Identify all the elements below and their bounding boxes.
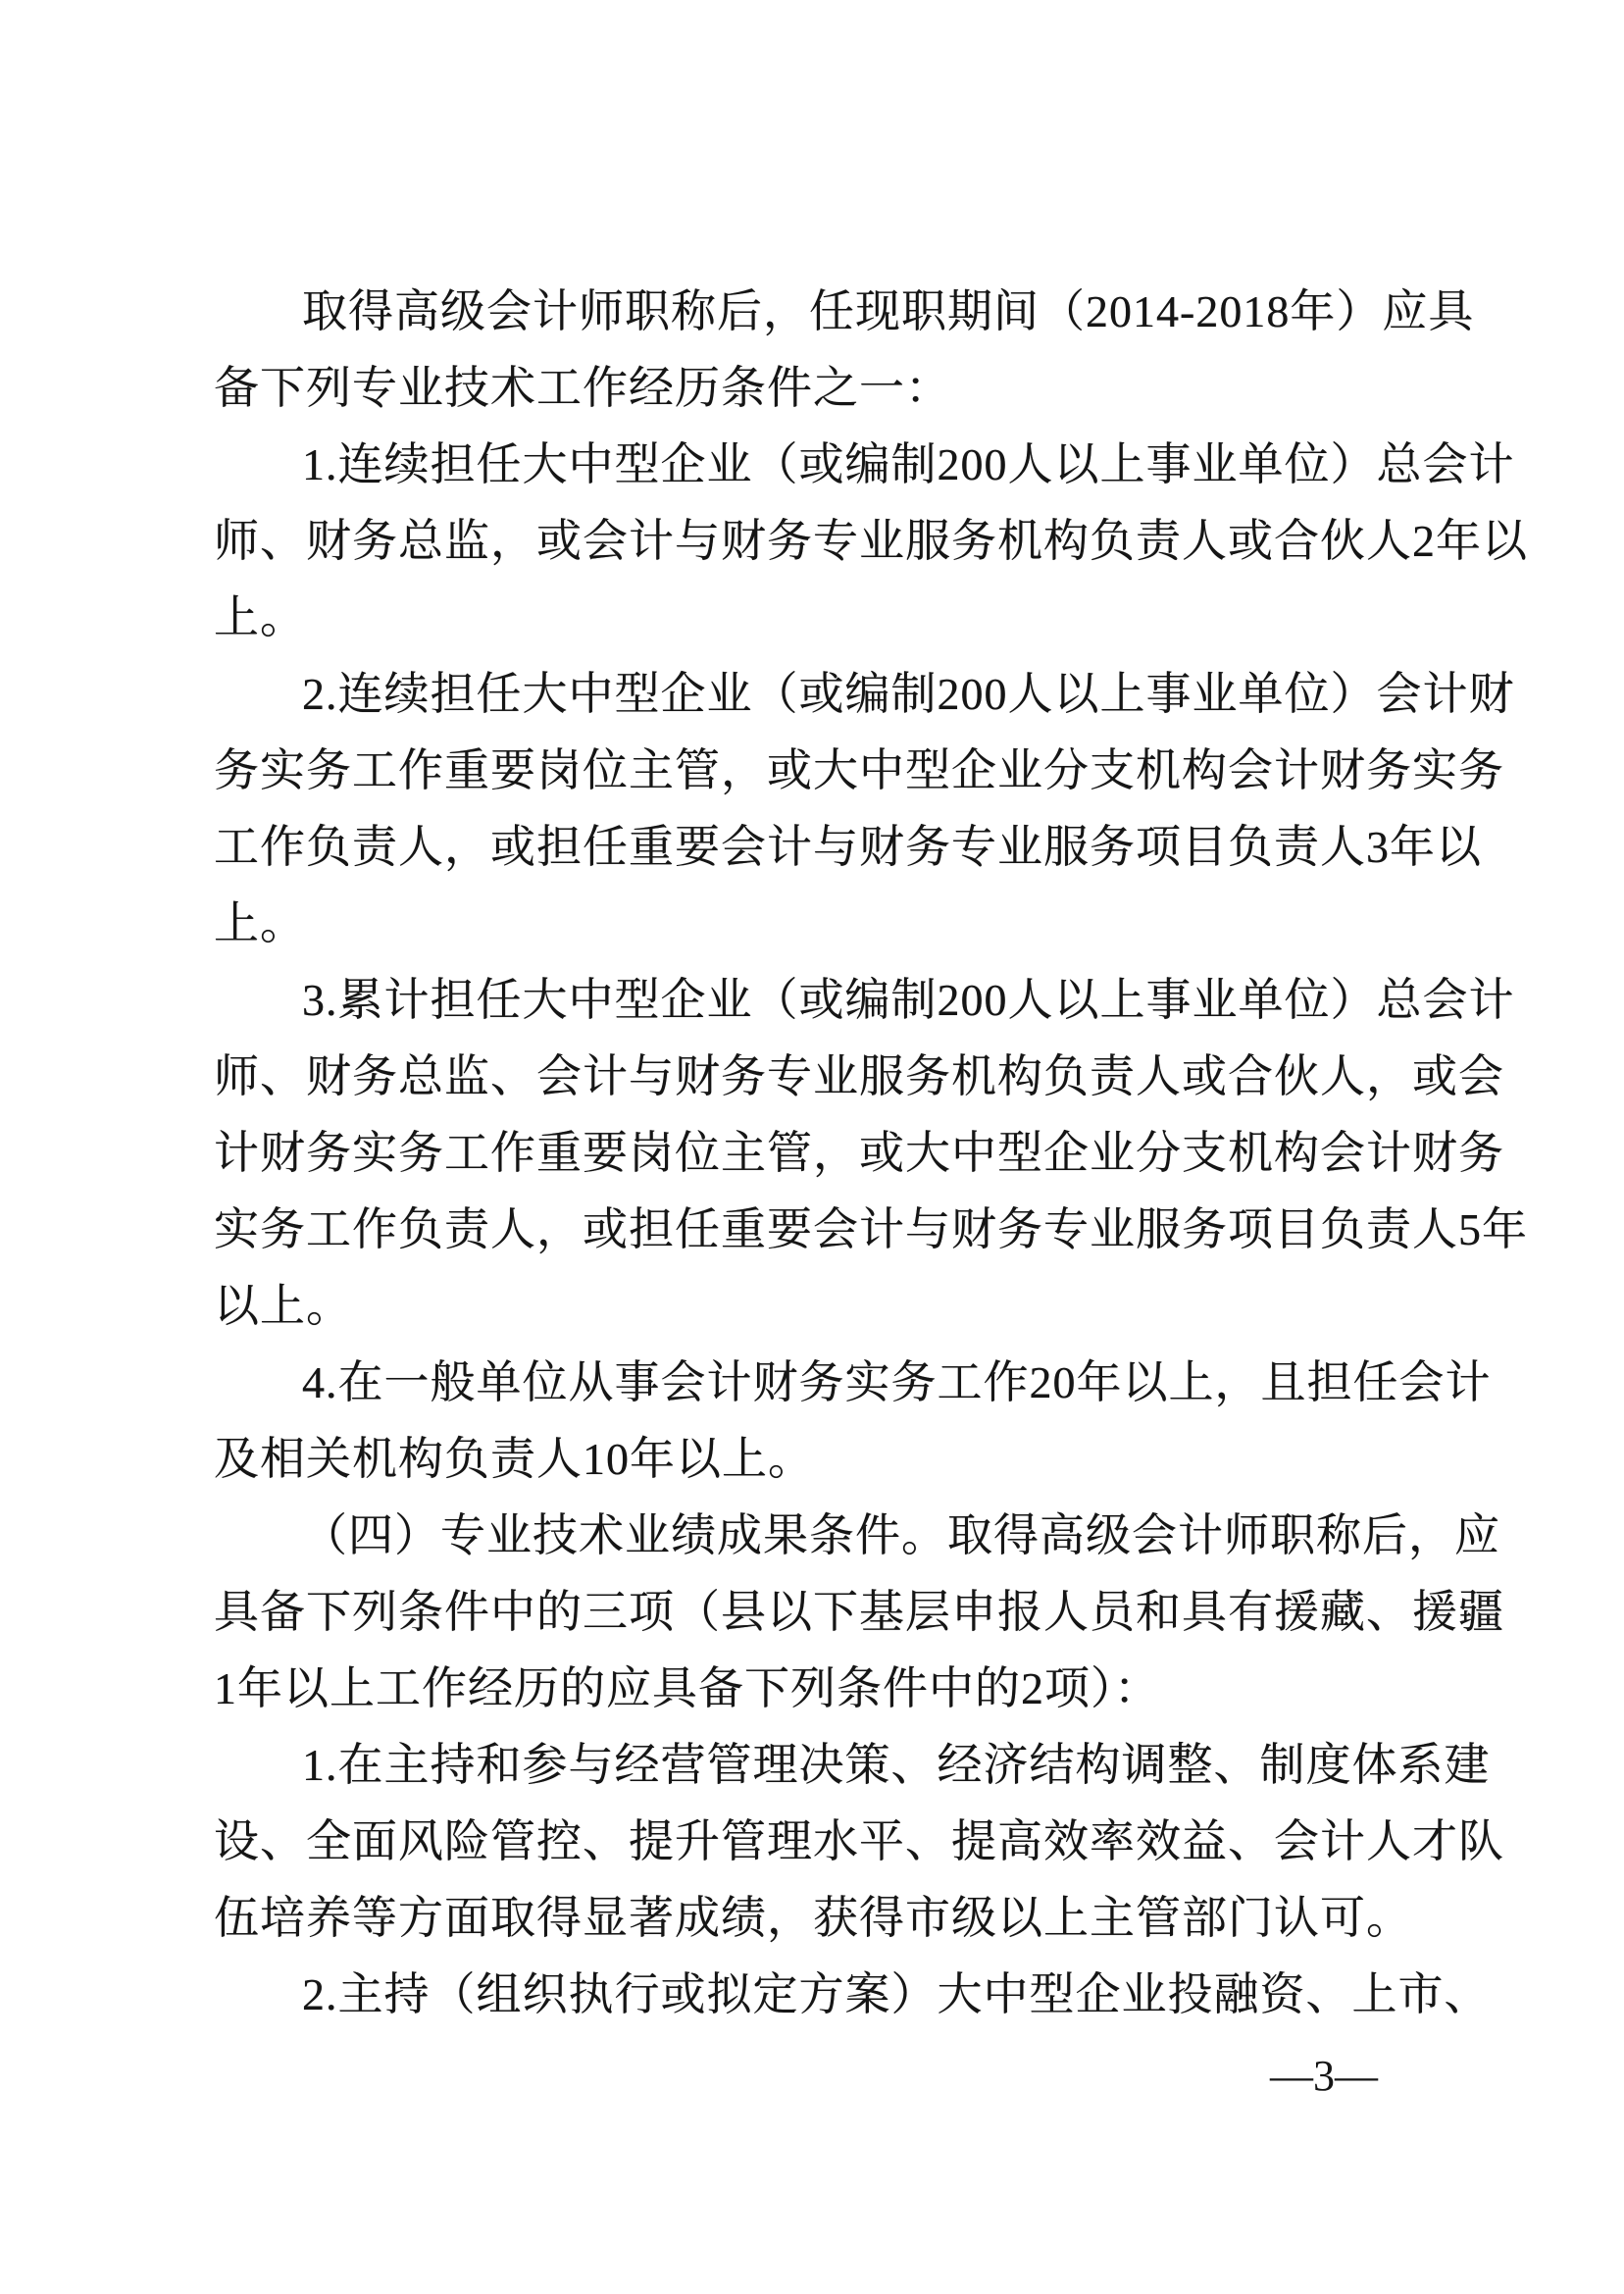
text-line: 伍培养等方面取得显著成绩，获得市级以上主管部门认可。 — [214, 1893, 1412, 1943]
text-line: 1.连续担任大中型企业（或编制200人以上事业单位）总会计 — [302, 439, 1515, 489]
text-line: 设、全面风险管控、提升管理水平、提高效率效益、会计人才队 — [214, 1816, 1504, 1866]
text-line: 师、财务总监，或会计与财务专业服务机构负责人或合伙人2年以 — [214, 516, 1528, 566]
text-line: 3.累计担任大中型企业（或编制200人以上事业单位）总会计 — [302, 975, 1515, 1025]
text-line: 务实务工作重要岗位主管，或大中型企业分支机构会计财务实务 — [214, 745, 1504, 795]
text-line: 计财务实务工作重要岗位主管，或大中型企业分支机构会计财务 — [214, 1128, 1504, 1178]
text-line: （四）专业技术业绩成果条件。取得高级会计师职称后，应 — [302, 1510, 1500, 1560]
text-line: 上。 — [214, 898, 306, 948]
text-line: 2.连续担任大中型企业（或编制200人以上事业单位）会计财 — [302, 669, 1515, 719]
text-line: 上。 — [214, 592, 306, 642]
document-text-block — [214, 274, 1528, 2033]
text-line: 2.主持（组织执行或拟定方案）大中型企业投融资、上市、 — [302, 1969, 1491, 2019]
text-line: 以上。 — [214, 1281, 352, 1331]
text-line: 4.在一般单位从事会计财务实务工作20年以上，且担任会计 — [302, 1357, 1492, 1407]
text-line: 具备下列条件中的三项（县以下基层申报人员和具有援藏、援疆 — [214, 1587, 1504, 1637]
text-line: 1年以上工作经历的应具备下列条件中的2项）： — [214, 1663, 1160, 1713]
text-line: 取得高级会计师职称后，任现职期间（2014-2018年）应具 — [302, 286, 1475, 336]
text-line: 及相关机构负责人10年以上。 — [214, 1434, 814, 1484]
text-line: 实务工作负责人，或担任重要会计与财务专业服务项目负责人5年 — [214, 1204, 1528, 1254]
text-line: 1.在主持和参与经营管理决策、经济结构调整、制度体系建 — [302, 1740, 1491, 1790]
page-number: —3— — [1270, 2052, 1378, 2100]
text-line: 师、财务总监、会计与财务专业服务机构负责人或合伙人，或会 — [214, 1051, 1504, 1101]
text-line: 工作负责人，或担任重要会计与财务专业服务项目负责人3年以 — [214, 822, 1482, 872]
text-line: 备下列专业技术工作经历条件之一： — [214, 363, 951, 413]
